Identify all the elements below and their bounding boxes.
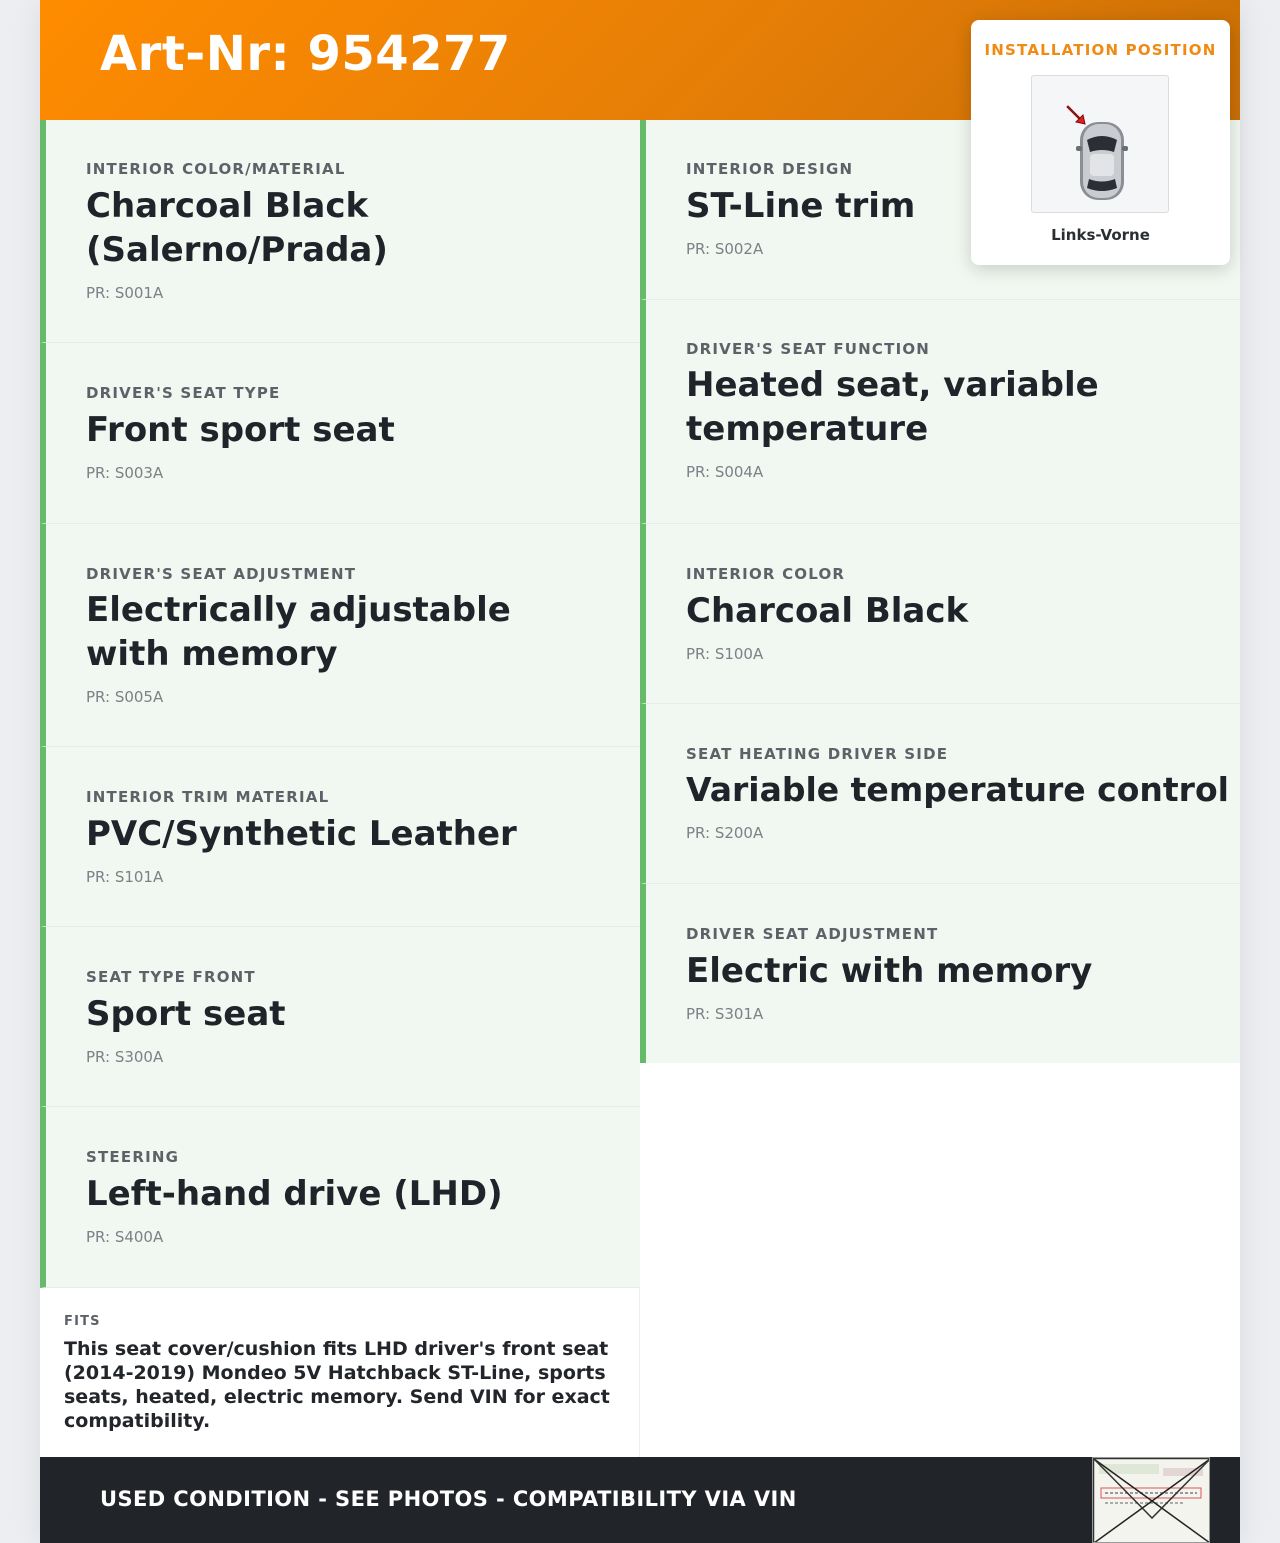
spec-cell-driver-seat-adjustment bbox=[640, 884, 1240, 1063]
spec-cell-interior-color bbox=[640, 524, 1240, 704]
vehicle-document-thumbnail[interactable] bbox=[1092, 1457, 1210, 1543]
fits-section bbox=[40, 1288, 640, 1457]
spec-pr-code: PR: S005A bbox=[86, 688, 164, 707]
spec-cell-seat-type-front bbox=[40, 927, 640, 1107]
spec-label: DRIVER'S SEAT TYPE bbox=[86, 384, 281, 402]
installation-position-value: Links-Vorne bbox=[1051, 226, 1150, 244]
spec-label: DRIVER'S SEAT ADJUSTMENT bbox=[86, 565, 357, 583]
installation-position-card bbox=[971, 20, 1230, 265]
installation-position-title: INSTALLATION POSITION bbox=[984, 41, 1217, 59]
article-number-title: Art-Nr: 954277 bbox=[100, 26, 511, 82]
spec-label: DRIVER'S SEAT FUNCTION bbox=[686, 340, 931, 358]
spec-pr-code: PR: S001A bbox=[86, 284, 164, 303]
spec-value: Electric with memory bbox=[686, 951, 1093, 991]
fits-label: FITS bbox=[64, 1314, 101, 1329]
car-position-diagram bbox=[1031, 75, 1169, 213]
spec-label: SEAT TYPE FRONT bbox=[86, 968, 256, 986]
spec-label: SEAT HEATING DRIVER SIDE bbox=[686, 745, 949, 763]
spec-cell-drivers-seat-type bbox=[40, 343, 640, 524]
spec-value: PVC/Synthetic Leather bbox=[86, 814, 517, 854]
car-top-view-icon bbox=[1032, 76, 1168, 212]
spec-value: Left-hand drive (LHD) bbox=[86, 1174, 503, 1214]
spec-pr-code: PR: S300A bbox=[86, 1048, 164, 1067]
spec-value: Electrically adjustable with memory bbox=[86, 590, 511, 674]
spec-label: STEERING bbox=[86, 1148, 180, 1166]
spec-pr-code: PR: S004A bbox=[686, 463, 764, 482]
spec-pr-code: PR: S100A bbox=[686, 645, 764, 664]
spec-pr-code: PR: S003A bbox=[86, 464, 164, 483]
footer-bar bbox=[40, 1457, 1240, 1543]
spec-cell-interior-trim-material bbox=[40, 747, 640, 927]
spec-label: INTERIOR TRIM MATERIAL bbox=[86, 788, 330, 806]
spec-value: Charcoal Black bbox=[686, 591, 969, 631]
spec-value: Sport seat bbox=[86, 994, 286, 1034]
spec-pr-code: PR: S400A bbox=[86, 1228, 164, 1247]
spec-value: Front sport seat bbox=[86, 410, 395, 450]
vehicle-document-icon bbox=[1093, 1458, 1210, 1543]
spec-value: ST-Line trim bbox=[686, 186, 916, 226]
spec-pr-code: PR: S301A bbox=[686, 1005, 764, 1024]
spec-value: Heated seat, variable temperature bbox=[686, 365, 1099, 449]
spec-label: INTERIOR COLOR/MATERIAL bbox=[86, 160, 346, 178]
spec-label: DRIVER SEAT ADJUSTMENT bbox=[686, 925, 939, 943]
spec-label: INTERIOR COLOR bbox=[686, 565, 846, 583]
spec-cell-steering bbox=[40, 1107, 640, 1288]
footer-condition-note: USED CONDITION - SEE PHOTOS - COMPATIBILITY VIA VIN bbox=[100, 1487, 797, 1511]
spec-label: INTERIOR DESIGN bbox=[686, 160, 854, 178]
spec-value: Variable temperature control bbox=[686, 770, 1229, 809]
spec-cell-drivers-seat-function bbox=[640, 300, 1240, 524]
spec-pr-code: PR: S200A bbox=[686, 823, 764, 842]
spec-cell-seat-heating-driver-side bbox=[640, 704, 1240, 884]
spec-pr-code: PR: S101A bbox=[86, 868, 164, 887]
spec-cell-drivers-seat-adjustment bbox=[40, 524, 640, 747]
spec-cell-interior-color-material bbox=[40, 120, 640, 343]
spec-value: Charcoal Black (Salerno/Prada) bbox=[86, 186, 388, 271]
fits-description: This seat cover/cushion fits LHD driver's front seat (2014-2019) Mondeo 5V Hatchback ST-Line, sports seats, heated, electric memory. Send VIN for exact compatibility. bbox=[64, 1338, 610, 1432]
spec-pr-code: PR: S002A bbox=[686, 240, 764, 259]
